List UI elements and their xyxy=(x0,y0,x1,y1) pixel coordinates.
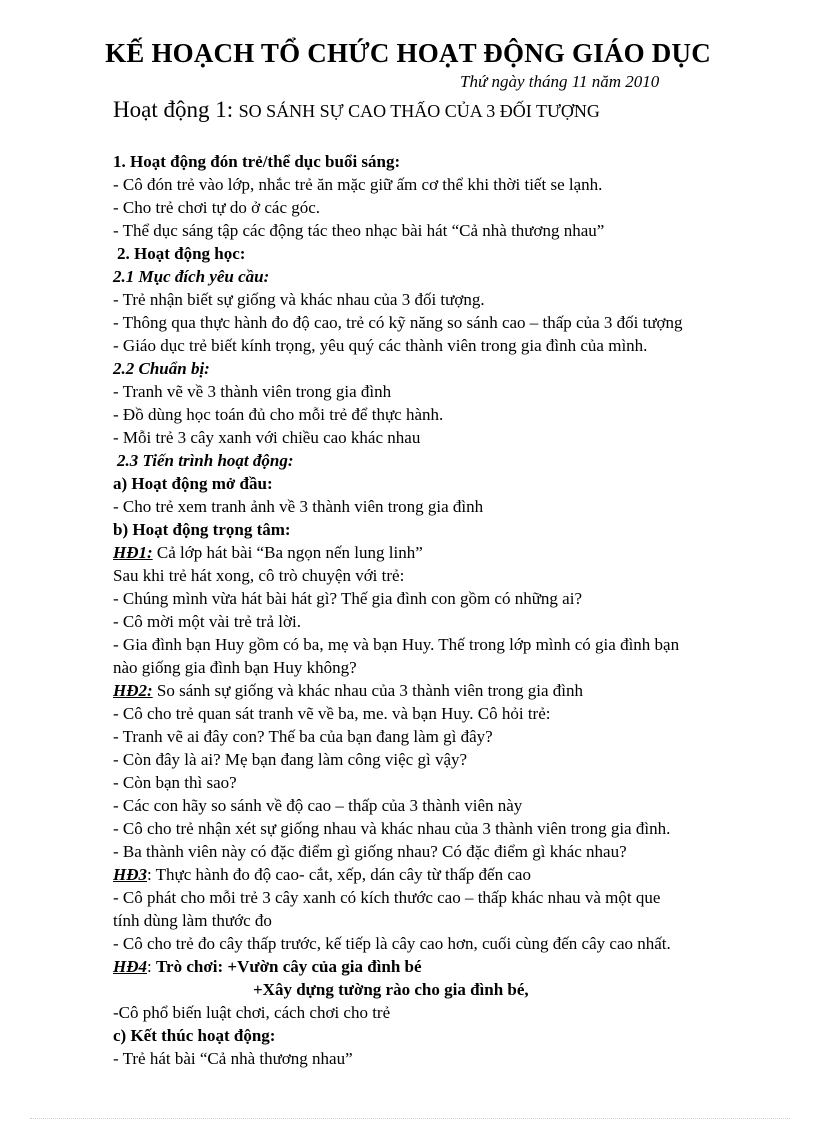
hd3-label: HĐ3 xyxy=(113,865,147,884)
date-line: Thứ ngày tháng 11 năm 2010 xyxy=(460,72,660,91)
hd4-game-2: +Xây dựng tường rào cho gia đình bé, xyxy=(253,980,529,999)
text-line: tính dùng làm thước đo xyxy=(113,911,272,930)
hd4-line xyxy=(113,955,753,978)
main-heading: b) Hoạt động trọng tâm: xyxy=(113,520,291,539)
text-line: - Cô cho trẻ quan sát tranh vẽ về ba, me. và bạn Huy. Cô hỏi trẻ: xyxy=(113,704,551,723)
hd1-label: HĐ1: xyxy=(113,543,153,562)
hd1-line xyxy=(113,541,753,564)
text-line: - Ba thành viên này có đặc điểm gì giống nhau? Có đặc điểm gì khác nhau? xyxy=(113,842,627,861)
hd4-separator: : xyxy=(147,957,156,976)
text-line: - Giáo dục trẻ biết kính trọng, yêu quý các thành viên trong gia đình của mình. xyxy=(113,336,648,355)
objectives-heading: 2.1 Mục đích yêu cầu: xyxy=(113,267,270,286)
section1-heading: 1. Hoạt động đón trẻ/thể dục buổi sáng: xyxy=(113,152,401,171)
text-line: - Tranh vẽ ai đây con? Thế ba của bạn đang làm gì đây? xyxy=(113,727,493,746)
text-line: -Cô phổ biến luật chơi, cách chơi cho trẻ xyxy=(113,1003,391,1022)
hd2-text: So sánh sự giống và khác nhau của 3 thành viên trong gia đình xyxy=(152,681,584,700)
process-heading: 2.3 Tiến trình hoạt động: xyxy=(117,451,294,470)
text-line: - Trẻ hát bài “Cả nhà thương nhau” xyxy=(113,1049,353,1068)
activity-topic: SO SÁNH SỰ CAO THẤO CỦA 3 ĐỐI TƯỢNG xyxy=(238,101,600,121)
hd4-label: HĐ4 xyxy=(113,957,147,976)
preparation-heading: 2.2 Chuẩn bị: xyxy=(113,359,210,378)
hd2-line xyxy=(113,679,753,702)
text-line: - Đồ dùng học toán đủ cho mỗi trẻ để thực hành. xyxy=(113,405,444,424)
hd3-text: : Thực hành đo độ cao- cắt, xếp, dán cây từ thấp đến cao xyxy=(147,865,531,884)
text-line: - Gia đình bạn Huy gồm có ba, mẹ và bạn Huy. Thế trong lớp mình có gia đình bạn xyxy=(113,635,680,654)
text-line: - Chúng mình vừa hát bài hát gì? Thế gia đình con gồm có những ai? xyxy=(113,589,582,608)
text-line: - Các con hãy so sánh về độ cao – thấp của 3 thành viên này xyxy=(113,796,523,815)
text-line: Sau khi trẻ hát xong, cô trò chuyện với trẻ: xyxy=(113,566,405,585)
text-line: - Tranh vẽ về 3 thành viên trong gia đình xyxy=(113,382,392,401)
activity-heading xyxy=(113,97,600,123)
hd4-game-1: Trò chơi: +Vườn cây của gia đình bé xyxy=(155,957,422,976)
hd2-label: HĐ2: xyxy=(113,681,153,700)
text-line: - Còn đây là ai? Mẹ bạn đang làm công việc gì vậy? xyxy=(113,750,468,769)
text-line: nào giống gia đình bạn Huy không? xyxy=(113,658,357,677)
text-line: - Cho trẻ chơi tự do ở các góc. xyxy=(113,198,321,217)
text-line: - Cô đón trẻ vào lớp, nhắc trẻ ăn mặc giữ ấm cơ thể khi thời tiết se lạnh. xyxy=(113,175,603,194)
page-bottom-divider xyxy=(30,1118,790,1119)
text-line: - Thể dục sáng tập các động tác theo nhạc bài hát “Cả nhà thương nhau” xyxy=(113,221,605,240)
text-line: - Cô mời một vài trẻ trả lời. xyxy=(113,612,301,631)
text-line: - Mỗi trẻ 3 cây xanh với chiều cao khác nhau xyxy=(113,428,421,447)
hd1-text: Cả lớp hát bài “Ba ngọn nến lung linh” xyxy=(152,543,423,562)
text-line: - Cô cho trẻ đo cây thấp trước, kế tiếp là cây cao hơn, cuối cùng đến cây cao nhất. xyxy=(113,934,671,953)
activity-label: Hoạt động 1: xyxy=(113,97,234,122)
text-line: - Trẻ nhận biết sự giống và khác nhau của 3 đối tượng. xyxy=(113,290,485,309)
hd3-line xyxy=(113,863,753,886)
text-line: - Cho trẻ xem tranh ảnh về 3 thành viên trong gia đình xyxy=(113,497,484,516)
text-line: - Còn bạn thì sao? xyxy=(113,773,237,792)
text-line: - Cô cho trẻ nhận xét sự giống nhau và khác nhau của 3 thành viên trong gia đình. xyxy=(113,819,671,838)
opening-heading: a) Hoạt động mở đầu: xyxy=(113,474,273,493)
text-line: - Cô phát cho mỗi trẻ 3 cây xanh có kích thước cao – thấp khác nhau và một que xyxy=(113,888,661,907)
closing-heading: c) Kết thúc hoạt động: xyxy=(113,1026,276,1045)
document-title: KẾ HOẠCH TỔ CHỨC HOẠT ĐỘNG GIÁO DỤC xyxy=(105,38,711,68)
text-line: - Thông qua thực hành đo độ cao, trẻ có kỹ năng so sánh cao – thấp của 3 đối tượng xyxy=(113,313,683,332)
section2-heading: 2. Hoạt động học: xyxy=(117,244,246,263)
document-body xyxy=(113,150,753,1070)
